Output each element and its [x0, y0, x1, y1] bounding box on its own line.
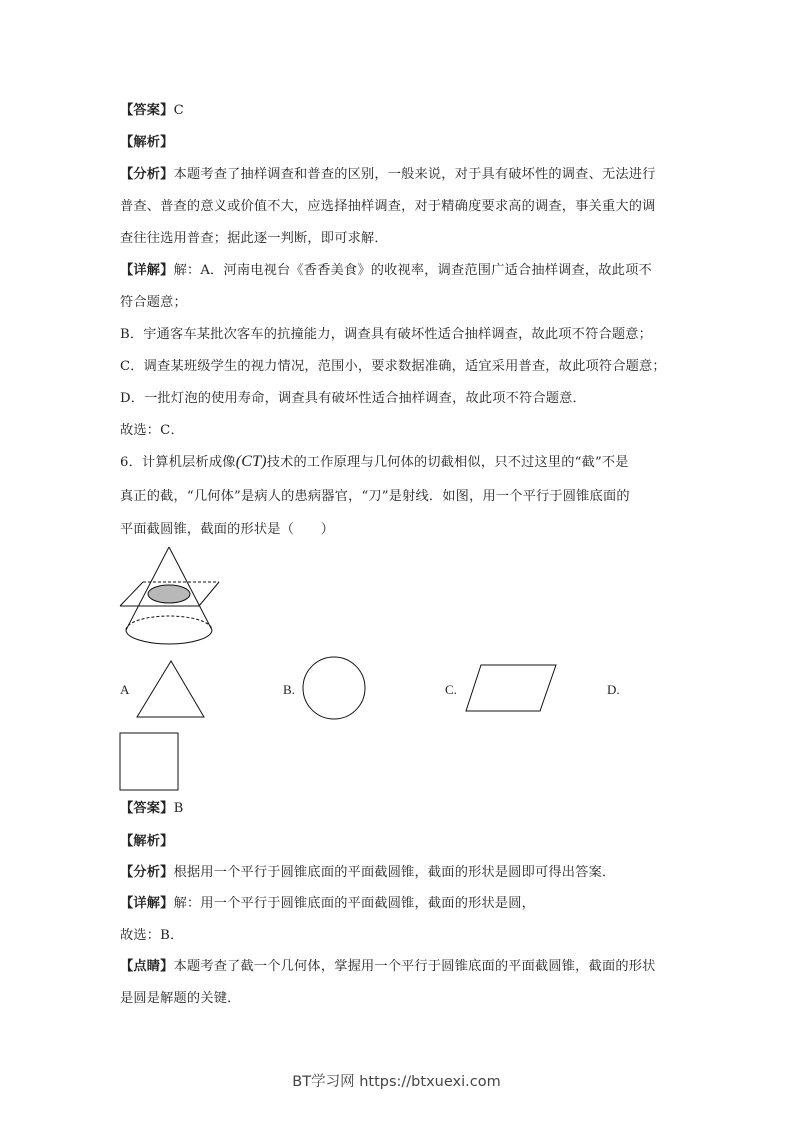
q6-stem-line2: 真正的截，“几何体”是病人的患病器官，“刀”是射线．如图，用一个平行于圆锥底面的	[120, 489, 630, 504]
q6-dianjing-line1: 【点睛】本题考查了截一个几何体，掌握用一个平行于圆锥底面的平面截圆锥，截面的形状	[120, 959, 656, 974]
xiangjie-tag: 【详解】	[120, 263, 174, 278]
option-d-label: D.	[607, 682, 620, 697]
q5-option-c: C．调查某班级学生的视力情况，范围小，要求数据准确，适宜采用普查，故此项符合题意；	[120, 359, 666, 374]
option-c-label: C.	[445, 682, 457, 697]
q6-conclusion: 故选：B．	[120, 928, 184, 943]
q5-option-b: B．宇通客车某批次客车的抗撞能力，调查具有破坏性适合抽样调查，故此项不符合题意；	[120, 327, 652, 342]
answer-tag: 【答案】	[120, 801, 174, 816]
option-d-square	[120, 733, 178, 790]
q6-dianjing-line2: 是圆是解题的关键．	[120, 991, 241, 1006]
q6-stem-line1: 6．计算机层析成像(CT)技术的工作原理与几何体的切截相似，只不过这里的“截”不是	[120, 453, 629, 470]
option-a-triangle	[137, 661, 204, 717]
q5-fenxi-line3: 查往往选用普查；据此逐一判断，即可求解．	[120, 231, 388, 246]
cone-figure	[120, 547, 219, 644]
option-c-parallelogram	[466, 665, 556, 711]
fenxi-tag: 【分析】	[120, 167, 174, 182]
fenxi-tag: 【分析】	[120, 865, 174, 880]
q5-fenxi-line1: 【分析】本题考查了抽样调查和普查的区别，一般来说，对于具有破坏性的调查、无法进行	[120, 167, 656, 182]
answer-tag: 【答案】	[120, 103, 174, 118]
ct-math: (CT)	[235, 453, 267, 470]
q6-stem-line3: 平面截圆锥，截面的形状是（ ）	[120, 522, 335, 537]
q5-conclusion: 故选：C．	[120, 423, 184, 438]
cross-section-ellipse	[148, 585, 190, 603]
q5-xiangjie-line2: 符合题意；	[120, 295, 187, 310]
answer-value: C	[173, 103, 184, 118]
q6-analysis-header: 【解析】	[120, 834, 174, 849]
dianjing-tag: 【点睛】	[120, 959, 174, 974]
q5-option-d: D．一批灯泡的使用寿命，调查具有破坏性适合抽样调查，故此项不符合题意．	[120, 391, 586, 406]
question-number: 6．	[120, 455, 142, 470]
q6-answer-line	[120, 800, 183, 818]
option-b-circle	[303, 657, 365, 719]
q5-fenxi-line2: 普查、普查的意义或价值不大，应选择抽样调查，对于精确度要求高的调查，事关重大的调	[120, 199, 656, 214]
option-a-label: A	[120, 682, 130, 697]
xiangjie-tag: 【详解】	[120, 896, 174, 911]
option-b-label: B.	[283, 682, 295, 697]
q6-xiangjie: 【详解】解：用一个平行于圆锥底面的平面截圆锥，截面的形状是圆，	[120, 896, 536, 911]
answer-value: B	[173, 801, 184, 816]
q6-fenxi: 【分析】根据用一个平行于圆锥底面的平面截圆锥，截面的形状是圆即可得出答案．	[120, 865, 616, 880]
footer-watermark: BT学习网 https://btxuexi.com	[292, 1074, 501, 1090]
q5-xiangjie-line1: 【详解】解：A．河南电视台《香香美食》的收视率，调查范围广适合抽样调查，故此项不	[120, 263, 652, 278]
q5-analysis-header: 【解析】	[120, 135, 174, 150]
